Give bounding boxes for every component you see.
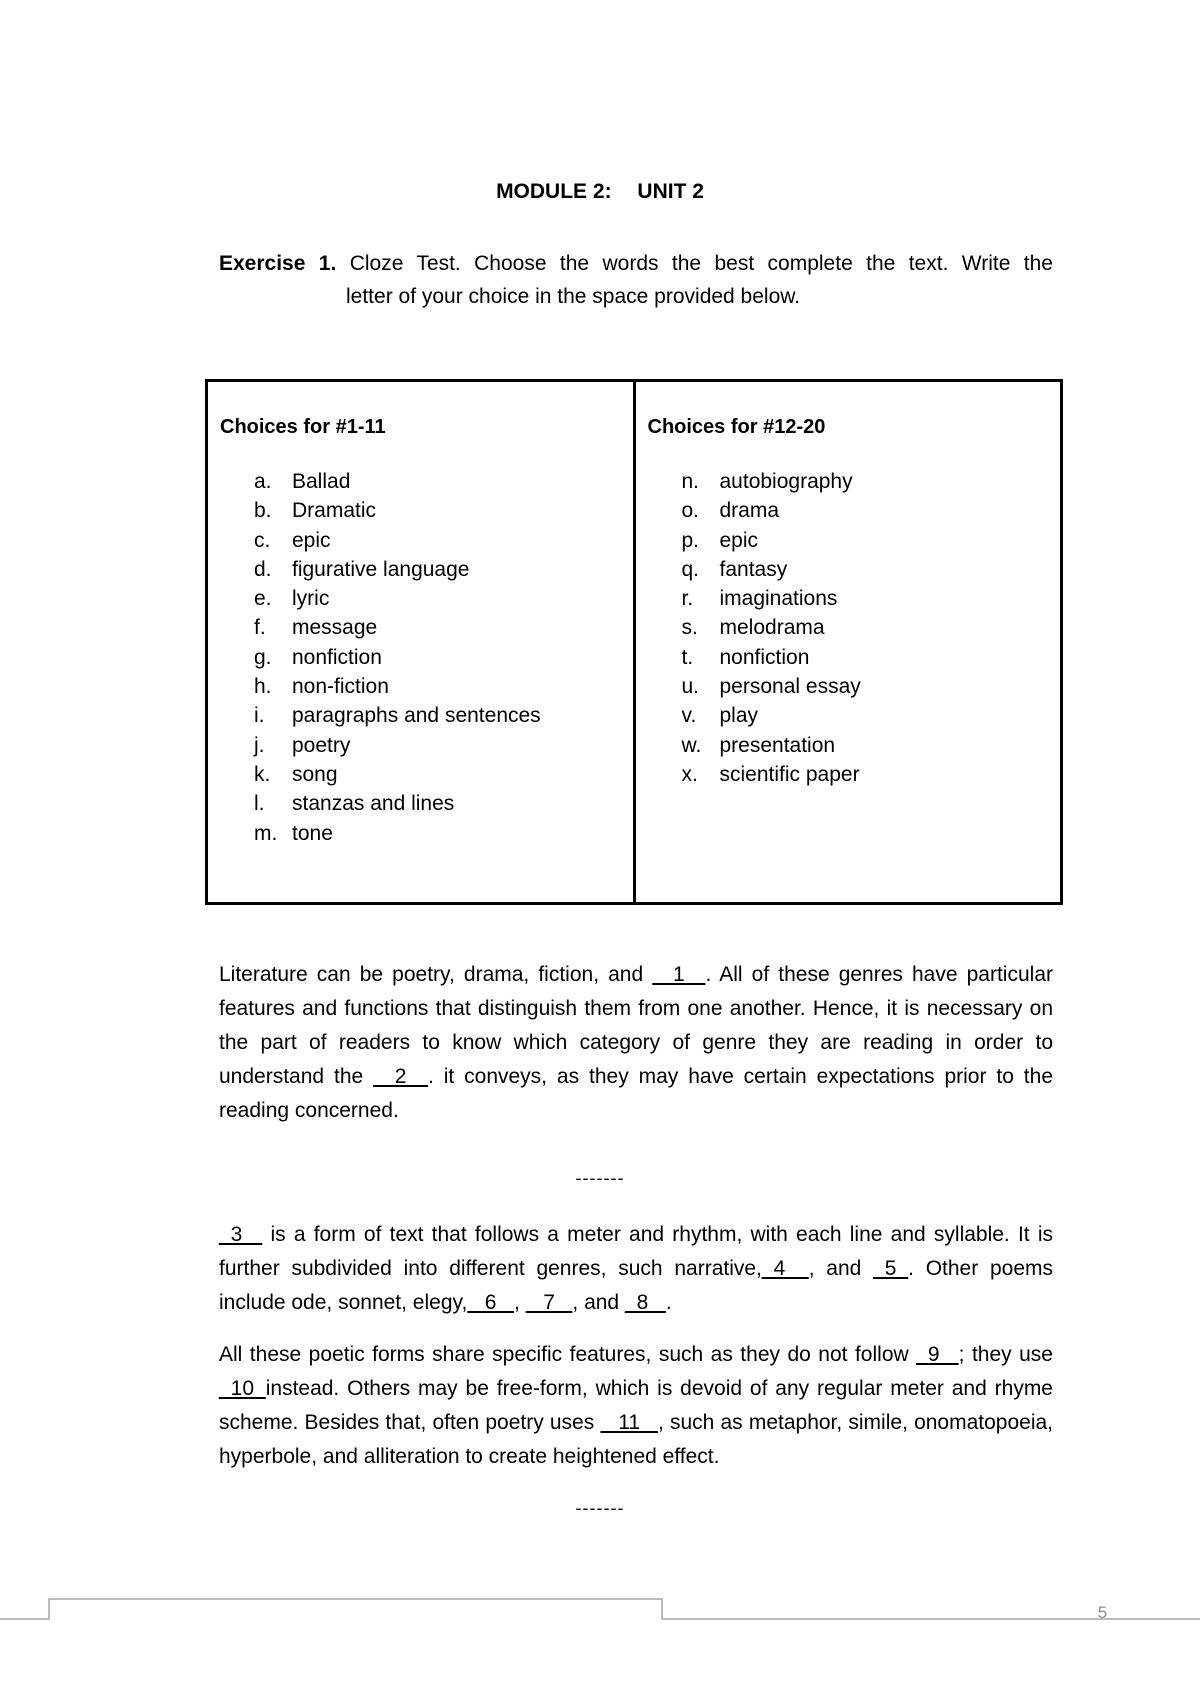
section-divider: ------- [575, 1498, 625, 1518]
passage-text: , and [572, 1291, 625, 1314]
choice-letter: g. [254, 645, 272, 669]
choice-text: drama [719, 499, 780, 523]
choice-item [682, 496, 1047, 525]
choice-letter: i. [254, 704, 265, 728]
passage-text: . [665, 1291, 672, 1314]
choice-text: song [292, 762, 338, 786]
choices-column-12-20 [633, 382, 1061, 902]
blank-10: _10_ [219, 1377, 266, 1400]
choice-item [254, 672, 619, 701]
choice-item [682, 584, 1047, 613]
passage-text: . it conveys, as they may have certain expectations prior to the reading concerned. [219, 1065, 1053, 1122]
choice-text: epic [292, 528, 331, 552]
choices-heading: Choices for #12-20 [647, 416, 826, 438]
choice-text: play [719, 704, 759, 728]
choice-letter: d. [254, 557, 272, 581]
exercise-line-1 [219, 247, 1053, 280]
choice-item [682, 760, 1047, 789]
choice-letter: e. [254, 587, 272, 611]
choice-letter: c. [254, 528, 271, 552]
choice-item [254, 789, 619, 818]
passage-text: , and [808, 1257, 874, 1280]
choice-item [254, 584, 619, 613]
blank-8: _8_ [624, 1291, 666, 1314]
choice-letter: l. [254, 792, 265, 816]
passage-text: , such as metaphor, simile, onomatopoeia, hyperbole, and alliteration to create heightened effect. [219, 1411, 1054, 1468]
choice-item [254, 467, 619, 496]
choice-text: lyric [292, 587, 330, 611]
choice-letter: j. [254, 733, 265, 757]
exercise-instruction-1: Cloze Test. Choose the words the best complete the text. Write the [349, 252, 1053, 275]
passage-paragraph-3 [219, 1338, 1053, 1474]
passage-text: ; they use [958, 1343, 1053, 1366]
blank-9: _9_ [916, 1343, 959, 1366]
choice-letter: o. [681, 499, 700, 523]
passage-text: . All of these genres have particular features and functions that distinguish them from one another. Hence, it is necessary on the part of readers to know which category of genre they are reading in order to understand the [219, 963, 1053, 1088]
blank-1: _1_ [652, 963, 706, 986]
page-title [0, 180, 1200, 204]
choice-text: paragraphs and sentences [292, 704, 541, 728]
choice-list [648, 467, 1047, 789]
choice-letter: k. [254, 762, 271, 786]
choice-text: melodrama [719, 616, 825, 640]
choice-item [682, 613, 1047, 642]
choice-letter: q. [681, 557, 700, 581]
choice-letter: h. [254, 675, 272, 699]
choice-text: autobiography [719, 470, 853, 493]
section-divider: ------- [575, 1168, 625, 1188]
choice-letter: n. [681, 470, 700, 493]
choice-text: poetry [292, 733, 351, 757]
passage-text: instead. Others may be free-form, which is devoid of any regular meter and rhyme scheme. Besides that, often poetry uses [219, 1377, 1053, 1434]
choice-item [254, 555, 619, 584]
choice-text: presentation [719, 733, 836, 757]
exercise-instructions [219, 247, 1053, 313]
choice-text: scientific paper [719, 762, 860, 786]
choice-letter: s. [681, 616, 698, 640]
choices-heading: Choices for #1-11 [220, 416, 386, 438]
choice-text: Ballad [292, 470, 351, 493]
choice-text: non-fiction [292, 675, 389, 699]
choice-item [682, 555, 1047, 584]
blank-3: _3_ [219, 1223, 263, 1246]
passage-text: . Other poems include ode, sonnet, elegy, [219, 1257, 1054, 1314]
choice-list [220, 467, 619, 848]
choice-text: Dramatic [292, 499, 377, 523]
choice-letter: v. [681, 704, 697, 728]
choice-letter: w. [681, 733, 702, 757]
choice-item [254, 643, 619, 672]
exercise-instruction-2: letter of your choice in the space provided below. [346, 285, 801, 308]
choice-letter: t. [681, 645, 694, 669]
module-label: MODULE 2: [496, 180, 612, 203]
blank-5: _5_ [873, 1257, 909, 1280]
blank-7: _7_ [525, 1291, 573, 1314]
choice-item [254, 496, 619, 525]
choice-letter: u. [681, 675, 700, 699]
footer-frame [0, 1598, 1200, 1622]
passage-paragraph-2 [219, 1218, 1053, 1320]
choice-text: tone [292, 821, 333, 845]
choice-item [254, 701, 619, 730]
choice-letter: a. [254, 470, 272, 493]
blank-2: _2_ [373, 1065, 428, 1088]
passage-text: is a form of text that follows a meter and rhythm, with each line and syllable. It is further subdivided into different genres, such narrative, [219, 1223, 1054, 1280]
choice-text: figurative language [292, 557, 470, 581]
choice-item [254, 819, 619, 848]
choice-letter: p. [681, 528, 700, 552]
choice-item [682, 672, 1047, 701]
choice-text: fantasy [719, 557, 788, 581]
choice-letter: f. [254, 616, 266, 640]
choice-letter: b. [254, 499, 272, 523]
choice-text: message [292, 616, 378, 640]
choice-letter: m. [254, 821, 278, 845]
choice-item [254, 731, 619, 760]
choice-text: imaginations [719, 587, 838, 611]
blank-4: _4_ [761, 1257, 809, 1280]
choices-table [205, 379, 1063, 905]
blank-11: _11_ [600, 1411, 658, 1434]
choice-text: personal essay [719, 675, 861, 699]
choice-text: epic [719, 528, 759, 552]
choice-item [682, 526, 1047, 555]
passage-text: , [514, 1291, 526, 1314]
choice-text: nonfiction [719, 645, 810, 669]
choice-letter: x. [681, 762, 698, 786]
choices-column-1-11 [208, 382, 633, 902]
choice-item [682, 467, 1047, 496]
choice-text: stanzas and lines [292, 792, 455, 816]
page-number: 5 [1097, 1603, 1108, 1622]
choice-item [682, 701, 1047, 730]
choice-item [682, 643, 1047, 672]
exercise-label: Exercise 1. [219, 252, 337, 275]
passage-text: All these poetic forms share specific features, such as they do not follow [219, 1343, 917, 1366]
passage-paragraph-1 [219, 958, 1053, 1128]
choice-letter: r. [681, 587, 694, 611]
choice-item [682, 731, 1047, 760]
choice-item [254, 760, 619, 789]
blank-6: _6_ [467, 1291, 515, 1314]
choice-text: nonfiction [292, 645, 382, 669]
choice-item [254, 526, 619, 555]
unit-label: UNIT 2 [637, 180, 704, 203]
passage-text: Literature can be poetry, drama, fiction, and [219, 963, 653, 986]
choice-item [254, 613, 619, 642]
